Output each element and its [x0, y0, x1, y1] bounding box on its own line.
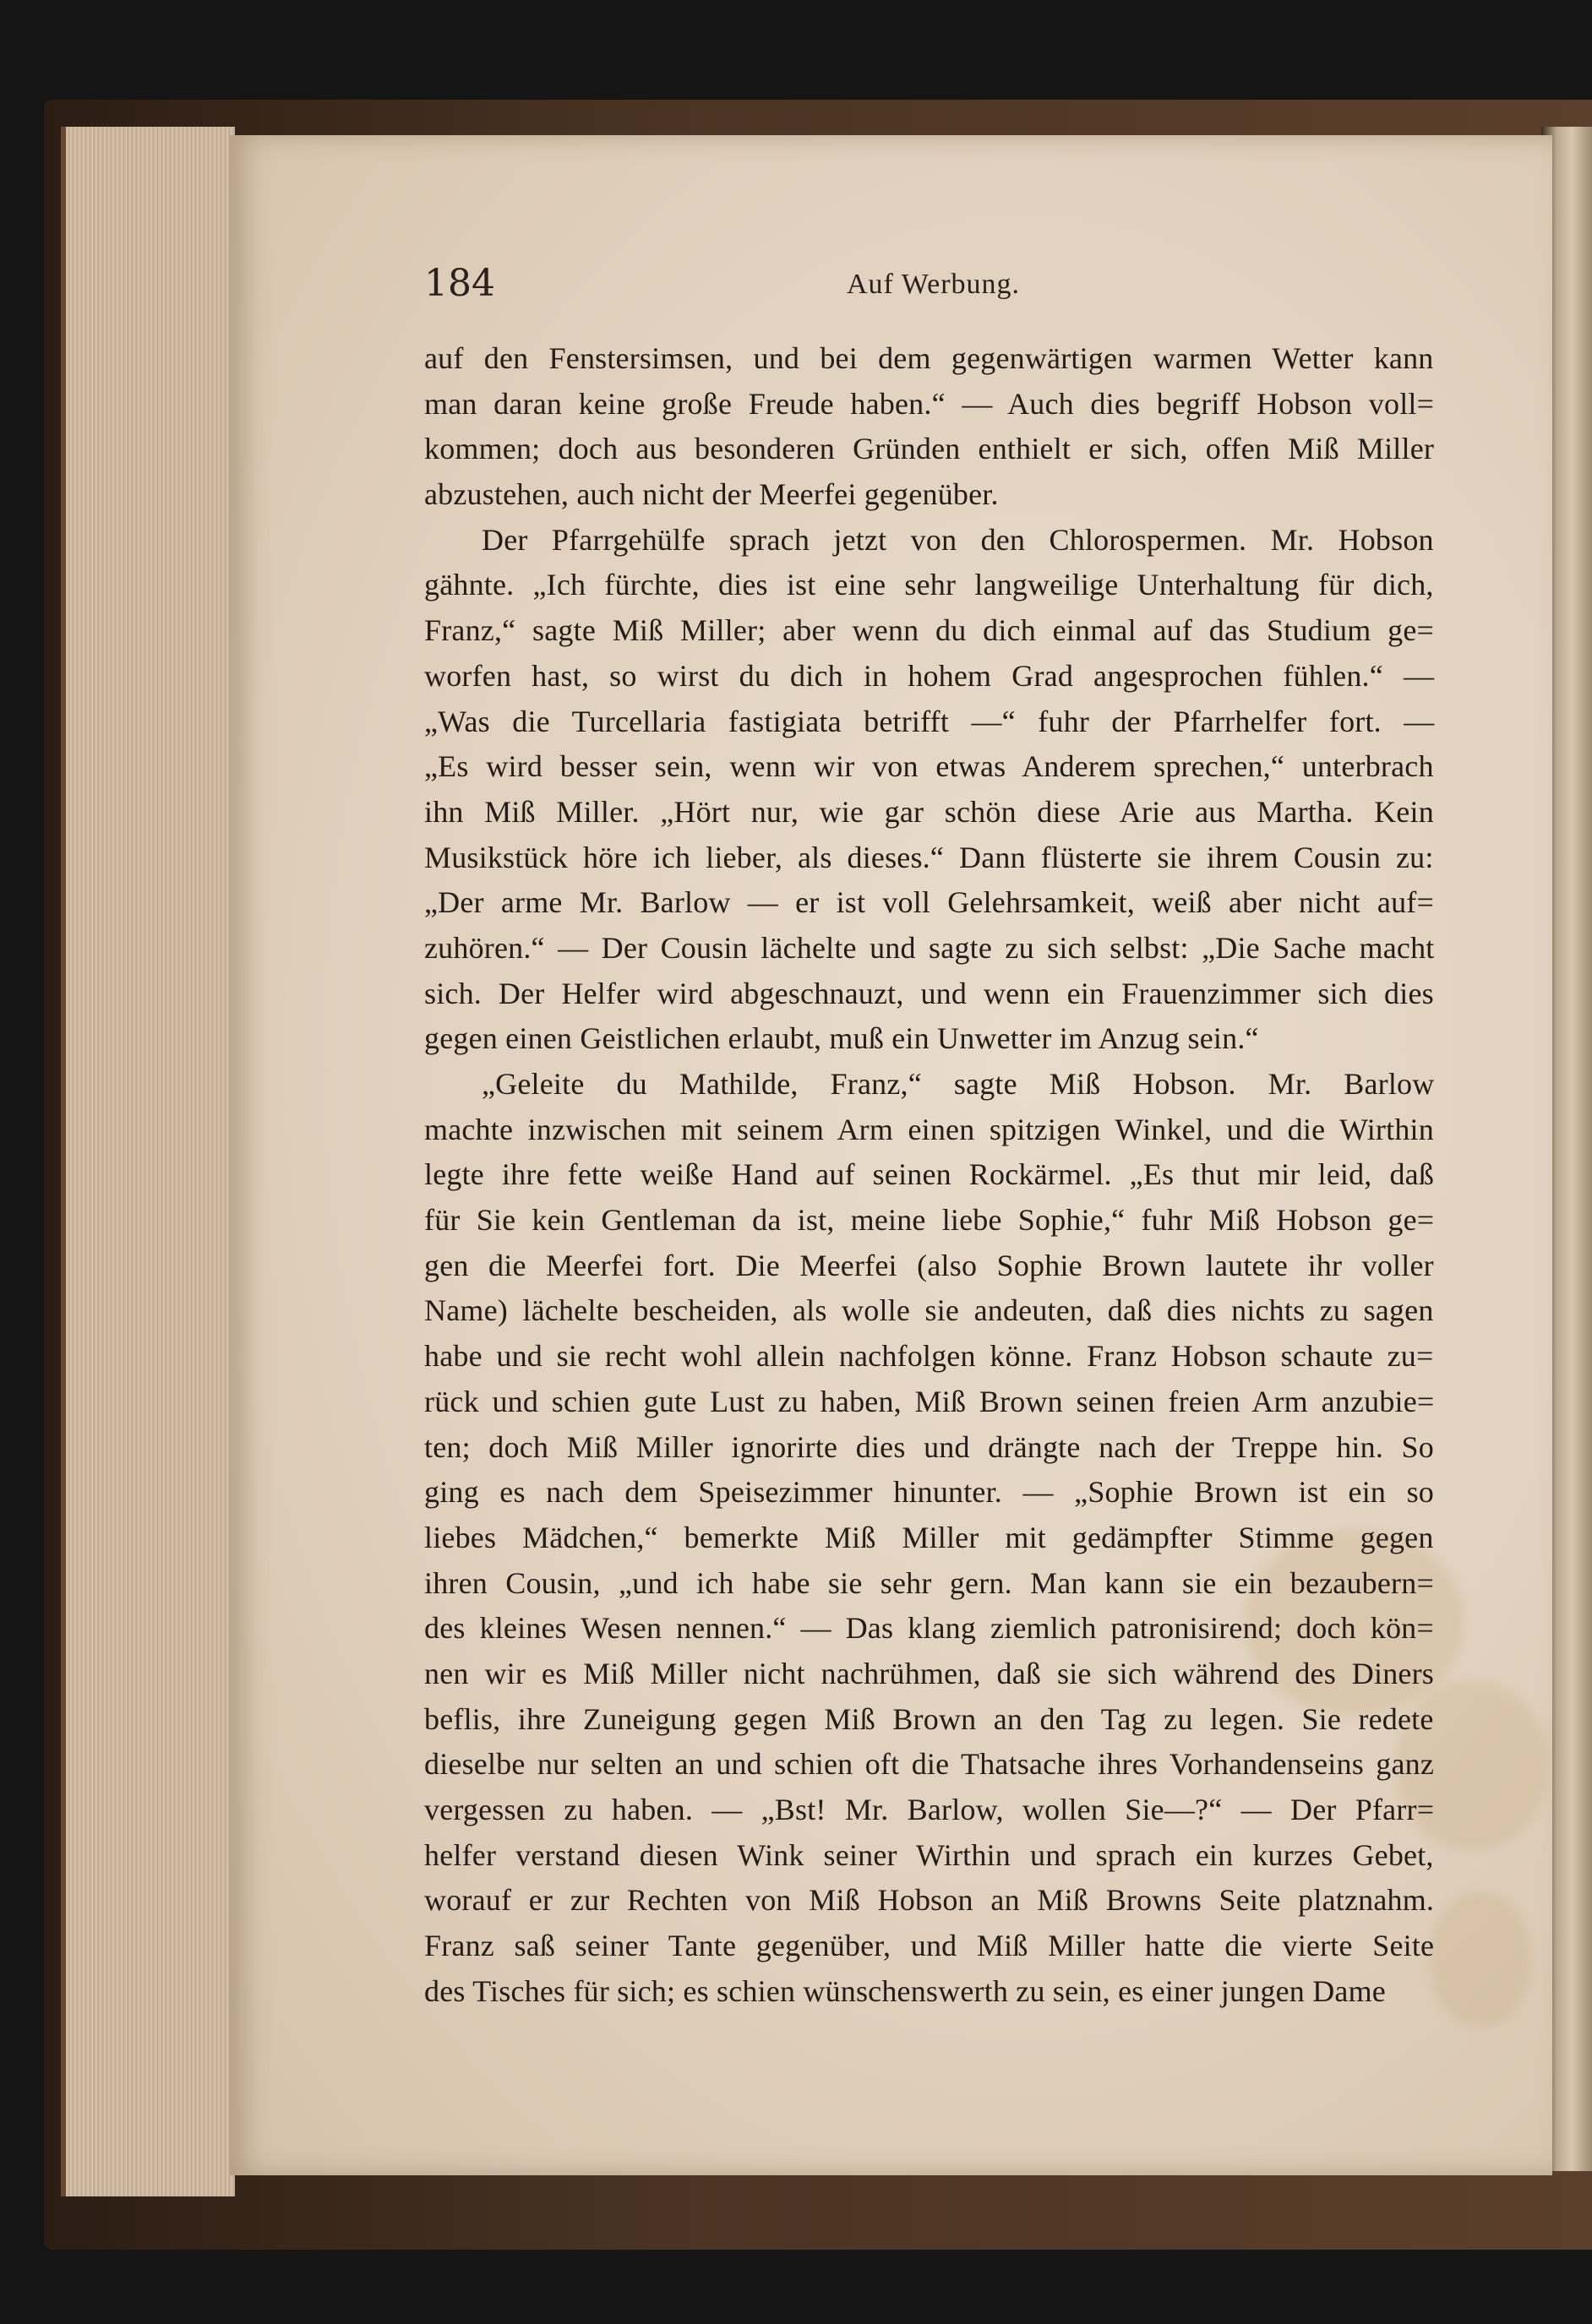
page-header: [424, 262, 1438, 313]
text-line: „Der arme Mr. Barlow — er ist voll Gelehrsamkeit, weiß aber nicht auf=: [424, 885, 1434, 920]
text-line: ging es nach dem Speisezimmer hinunter. — „Sophie Brown ist ein so: [424, 1475, 1435, 1510]
text-line: worauf er zur Rechten von Miß Hobson an Miß Browns Seite platznahm.: [424, 1883, 1435, 1918]
page-number: 184: [424, 262, 495, 305]
text-line: ihren Cousin, „und ich habe sie sehr gern. Man kann sie ein bezaubern=: [424, 1565, 1434, 1600]
text-line: ten; doch Miß Miller ignorirte dies und drängte nach der Treppe hin. So: [424, 1429, 1434, 1464]
paper-stain: [1430, 1892, 1531, 2027]
text-line: liebes Mädchen,“ bemerkte Miß Miller mit gedämpfter Stimme gegen: [424, 1520, 1434, 1554]
page-edges: [61, 127, 235, 2196]
text-line: des kleines Wesen nennen.“ — Das klang ziemlich patronisirend; doch kön=: [424, 1611, 1434, 1646]
text-line: „Geleite du Mathilde, Franz,“ sagte Miß Hobson. Mr. Barlow: [482, 1067, 1435, 1101]
text-line: gähnte. „Ich fürchte, dies ist eine sehr langweilige Unterhaltung für dich,: [424, 568, 1434, 602]
text-line: nen wir es Miß Miller nicht nachrühmen, daß sie sich während des Diners: [424, 1656, 1434, 1690]
text-line: abzustehen, auch nicht der Meerfei gegenüber.: [424, 477, 999, 512]
body-text: [424, 336, 1434, 2014]
text-line: Musikstück höre ich lieber, als dieses.“ Dann flüsterte sie ihrem Cousin zu:: [424, 840, 1434, 874]
text-line: zuhören.“ — Der Cousin lächelte und sagte zu sich selbst: „Die Sache macht: [424, 930, 1435, 965]
text-line: rück und schien gute Lust zu haben, Miß Brown seinen freien Arm anzubie=: [424, 1384, 1435, 1418]
text-line: gen die Meerfei fort. Die Meerfei (also Sophie Brown lautete ihr voller: [424, 1248, 1434, 1282]
text-line: sich. Der Helfer wird abgeschnauzt, und wenn ein Frauenzimmer sich dies: [424, 976, 1434, 1010]
text-line: Franz saß seiner Tante gegenüber, und Miß Miller hatte die vierte Seite: [424, 1929, 1435, 1963]
text-line: des Tisches für sich; es schien wünschenswerth zu sein, es einer jungen Dame: [424, 1973, 1386, 2008]
text-line: Name) lächelte bescheiden, als wolle sie andeuten, daß dies nichts zu sagen: [424, 1293, 1434, 1328]
text-line: legte ihre fette weiße Hand auf seinen Rockärmel. „Es thut mir leid, daß: [424, 1157, 1435, 1192]
text-line: vergessen zu haben. — „Bst! Mr. Barlow, wollen Sie—?“ — Der Pfarr=: [424, 1793, 1435, 1826]
text-line: Franz,“ sagte Miß Miller; aber wenn du dich einmal auf das Studium ge=: [424, 613, 1435, 648]
text-line: gegen einen Geistlichen erlaubt, muß ein Unwetter im Anzug sein.“: [424, 1021, 1259, 1056]
text-line: Der Pfarrgehülfe sprach jetzt von den Chlorospermen. Mr. Hobson: [482, 522, 1434, 557]
text-line: kommen; doch aus besonderen Gründen enthielt er sich, offen Miß Miller: [424, 432, 1435, 466]
text-line: beflis, ihre Zuneigung gegen Miß Brown an den Tag zu legen. Sie redete: [424, 1701, 1434, 1736]
text-line: ihn Miß Miller. „Hört nur, wie gar schön diese Arie aus Martha. Kein: [424, 794, 1434, 829]
text-line: habe und sie recht wohl allein nachfolgen könne. Franz Hobson schaute zu=: [424, 1339, 1434, 1374]
text-line: machte inzwischen mit seinem Arm einen spitzigen Winkel, und die Wirthin: [424, 1112, 1434, 1146]
text-line: für Sie kein Gentleman da ist, meine liebe Sophie,“ fuhr Miß Hobson ge=: [424, 1203, 1435, 1238]
running-title: Auf Werbung.: [847, 269, 1021, 300]
text-line: dieselbe nur selten an und schien oft die Thatsache ihres Vorhandenseins ganz: [424, 1747, 1435, 1782]
text-line: helfer verstand diesen Wink seiner Wirthin und sprach ein kurzes Gebet,: [424, 1837, 1434, 1872]
text-line: „Was die Turcellaria fastigiata betrifft —“ fuhr der Pfarrhelfer fort. —: [424, 704, 1435, 738]
text-line: worfen hast, so wirst du dich in hohem Grad angesprochen fühlen.“ —: [424, 658, 1435, 693]
text-line: man daran keine große Freude haben.“ — Auch dies begriff Hobson voll=: [424, 386, 1435, 421]
text-line: „Es wird besser sein, wenn wir von etwas Anderem sprechen,“ unterbrach: [424, 749, 1434, 784]
text-line: auf den Fenstersimsen, und bei dem gegenwärtigen warmen Wetter kann: [424, 341, 1434, 375]
